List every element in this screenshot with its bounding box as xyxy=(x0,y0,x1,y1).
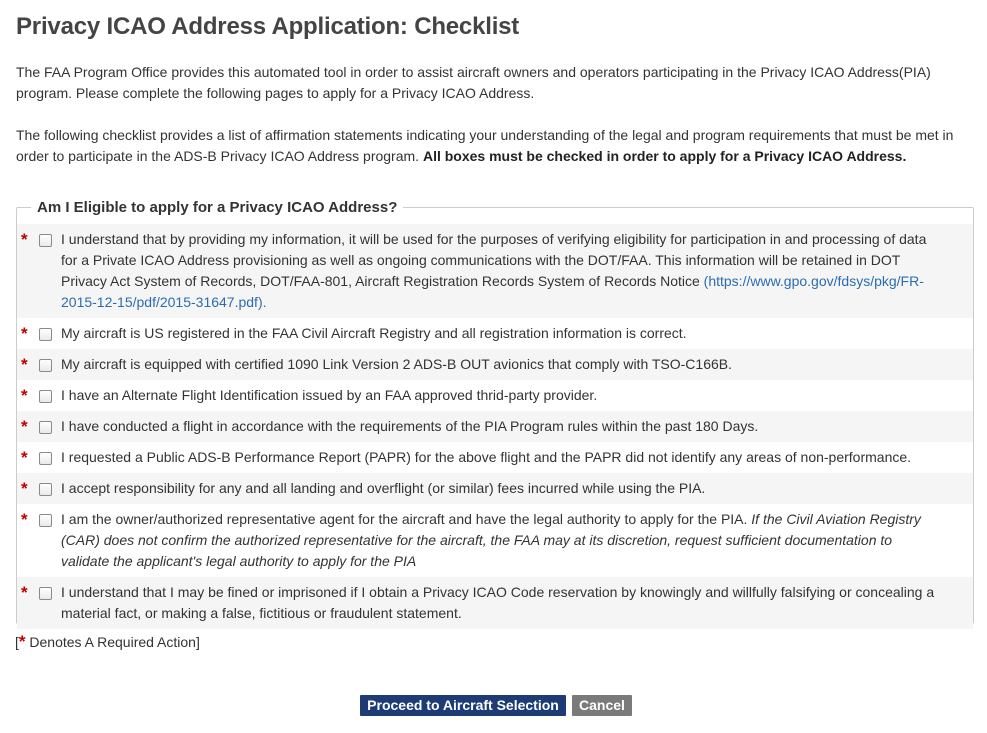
checklist-item-text: I have conducted a flight in accordance with the requirements of the PIA Program rules within the past 180 Days. xyxy=(61,418,759,434)
checklist-checkbox-privacy-consent[interactable] xyxy=(39,234,52,247)
checklist-item-recent-flight xyxy=(17,411,973,442)
checklist-checkbox-penalty[interactable] xyxy=(39,587,52,600)
required-marker: * xyxy=(21,324,28,343)
checklist-checkbox-us-registered[interactable] xyxy=(39,328,52,341)
required-action-note xyxy=(15,632,200,652)
checklist-item-avionics xyxy=(17,349,973,380)
intro-paragraph-2-text: The following checklist provides a list of affirmation statements indicating your understanding of the legal and program requirements that must be met in order to participate in the ADS-B Privacy ICAO Address program. xyxy=(16,127,954,164)
privacy-notice-link[interactable]: (https://www.gpo.gov/fdsys/pkg/FR-2015-12-15/pdf/2015-31647.pdf). xyxy=(61,273,924,310)
checklist-item-label xyxy=(61,229,943,313)
required-note-text: Denotes A Required Action] xyxy=(25,634,200,650)
checklist-item-label xyxy=(61,509,943,572)
required-note-open: [ xyxy=(15,634,19,650)
checklist-item-text: My aircraft is equipped with certified 1090 Link Version 2 ADS-B OUT avionics that comply with TSO-C166B. xyxy=(61,356,733,372)
required-marker: * xyxy=(21,417,28,436)
checklist-checkbox-alternate-flight-id[interactable] xyxy=(39,390,52,403)
checklist-item-authority xyxy=(17,504,973,577)
checklist-item-fees xyxy=(17,473,973,504)
checklist-item-text: I am the owner/authorized representative agent for the aircraft and have the legal authority to apply for the PIA. xyxy=(61,511,748,527)
required-marker: * xyxy=(21,510,28,529)
intro-paragraph-1: The FAA Program Office provides this automated tool in order to assist aircraft owners and operators participating in the Privacy ICAO Address(PIA) program. Please complete the following pages to apply for a Privacy ICAO Address. xyxy=(16,64,931,101)
required-marker: * xyxy=(21,583,28,602)
checklist-checkbox-recent-flight[interactable] xyxy=(39,421,52,434)
checklist-checkbox-fees[interactable] xyxy=(39,483,52,496)
checklist-item-us-registered xyxy=(17,318,973,349)
checklist-legend: Am I Eligible to apply for a Privacy ICAO Address? xyxy=(31,200,403,216)
proceed-to-aircraft-selection-button[interactable]: Proceed to Aircraft Selection xyxy=(360,695,566,716)
checklist-item-text: My aircraft is US registered in the FAA Civil Aircraft Registry and all registration information is correct. xyxy=(61,325,687,341)
eligibility-checklist xyxy=(16,199,974,624)
checklist-item-text: I have an Alternate Flight Identification issued by an FAA approved thrid-party provider. xyxy=(61,387,598,403)
checklist-item-note: If the Civil Aviation Registry (CAR) does not confirm the authorized representative for the aircraft, the FAA may at its discretion, request sufficient documentation to validate the applicant's legal authority to apply for the PIA xyxy=(61,511,921,569)
checklist-item-alternate-flight-id xyxy=(17,380,973,411)
intro-paragraph-2 xyxy=(16,125,961,167)
checklist-item-text: I requested a Public ADS-B Performance Report (PAPR) for the above flight and the PAPR did not identify any areas of non-performance. xyxy=(61,449,912,465)
checklist-checkbox-papr[interactable] xyxy=(39,452,52,465)
required-marker: * xyxy=(21,386,28,405)
checklist-item-privacy-consent xyxy=(17,224,973,318)
required-marker: * xyxy=(21,230,28,249)
checklist-item-text: I understand that by providing my information, it will be used for the purposes of verifying eligibility for participation in and processing of data for a Private ICAO Address provisioning as well as ongoing communications with the DOT/FAA. This information will be retained in DOT Privacy Act System of Records, DOT/FAA-801, Aircraft Registration Records System of Records Notice xyxy=(61,231,927,289)
page-title: Privacy ICAO Address Application: Checklist xyxy=(16,13,520,40)
checklist-item-papr xyxy=(17,442,973,473)
checklist-item-penalty xyxy=(17,577,973,629)
checklist-checkbox-authority[interactable] xyxy=(39,514,52,527)
required-marker: * xyxy=(21,448,28,467)
checklist-checkbox-avionics[interactable] xyxy=(39,359,52,372)
checklist-item-text: I accept responsibility for any and all landing and overflight (or similar) fees incurred while using the PIA. xyxy=(61,480,706,496)
required-marker: * xyxy=(21,355,28,374)
cancel-button[interactable]: Cancel xyxy=(572,695,632,716)
checklist-item-text: I understand that I may be fined or imprisoned if I obtain a Privacy ICAO Code reservation by knowingly and willfully falsifying or concealing a material fact, or making a false, fictitious or fraudulent statement. xyxy=(61,584,935,621)
intro-paragraph-2-emphasis: All boxes must be checked in order to apply for a Privacy ICAO Address. xyxy=(422,148,907,164)
required-marker: * xyxy=(21,479,28,498)
required-note-star: * xyxy=(18,632,26,651)
